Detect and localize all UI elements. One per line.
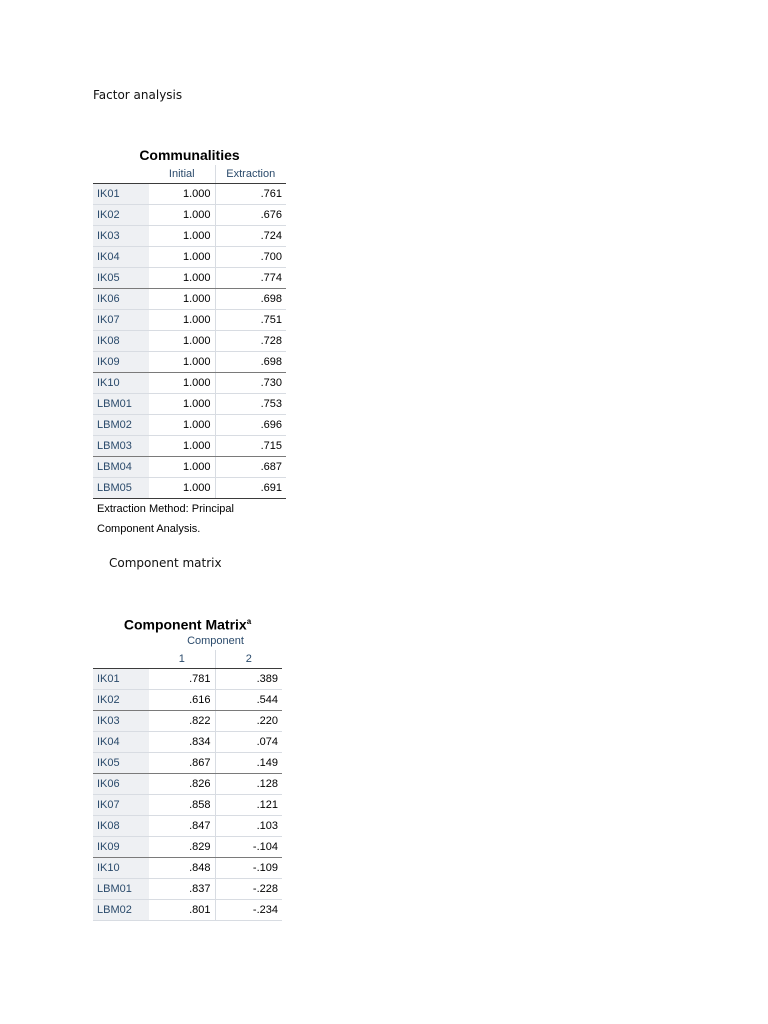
factor-analysis-heading: Factor analysis [93, 88, 183, 102]
row-label: IK02 [93, 205, 149, 226]
component-2-value: -.234 [215, 900, 282, 921]
extraction-value: .724 [215, 226, 286, 247]
component-matrix-table [93, 632, 282, 921]
row-label: IK07 [93, 310, 149, 331]
row-label: IK06 [93, 774, 149, 795]
extraction-value: .696 [215, 415, 286, 436]
component-1-value: .826 [149, 774, 215, 795]
component-2-value: -.109 [215, 858, 282, 879]
row-label: IK06 [93, 289, 149, 310]
table-row [93, 289, 286, 310]
component-1-value: .822 [149, 711, 215, 732]
row-label: LBM01 [93, 394, 149, 415]
row-label: IK01 [93, 669, 149, 690]
component-2-value: .389 [215, 669, 282, 690]
row-label: IK05 [93, 268, 149, 289]
extraction-value: .761 [215, 184, 286, 205]
component-1-value: .848 [149, 858, 215, 879]
row-label: LBM05 [93, 478, 149, 499]
row-label: IK08 [93, 331, 149, 352]
table-row [93, 669, 282, 690]
extraction-value: .730 [215, 373, 286, 394]
column-group-header-component: Component [187, 635, 244, 647]
communalities-table [93, 165, 286, 499]
component-matrix-corner [93, 632, 149, 650]
extraction-value: .698 [215, 352, 286, 373]
component-2-value: .220 [215, 711, 282, 732]
table-row [93, 436, 286, 457]
row-label: IK03 [93, 226, 149, 247]
extraction-value: .715 [215, 436, 286, 457]
table-row [93, 753, 282, 774]
table-row [93, 415, 286, 436]
row-label: IK02 [93, 690, 149, 711]
initial-value: 1.000 [149, 331, 215, 352]
extraction-value: .691 [215, 478, 286, 499]
table-row [93, 879, 282, 900]
initial-value: 1.000 [149, 184, 215, 205]
row-label: LBM01 [93, 879, 149, 900]
initial-value: 1.000 [149, 436, 215, 457]
extraction-value: .700 [215, 247, 286, 268]
column-header-component-1: 1 [149, 650, 215, 669]
table-row [93, 900, 282, 921]
component-1-value: .781 [149, 669, 215, 690]
initial-value: 1.000 [149, 310, 215, 331]
component-2-value: -.104 [215, 837, 282, 858]
component-1-value: .867 [149, 753, 215, 774]
column-header-initial: Initial [149, 165, 215, 184]
component-matrix-title-text: Component Matrix [123, 616, 247, 633]
extraction-value: .751 [215, 310, 286, 331]
table-row [93, 478, 286, 499]
row-label: LBM02 [93, 900, 149, 921]
initial-value: 1.000 [149, 478, 215, 499]
column-header-component-2: 2 [215, 650, 282, 669]
initial-value: 1.000 [149, 457, 215, 478]
component-2-value: .544 [215, 690, 282, 711]
component-2-value: .128 [215, 774, 282, 795]
table-row [93, 711, 282, 732]
component-1-value: .837 [149, 879, 215, 900]
table-row [93, 394, 286, 415]
component-2-value: -.228 [215, 879, 282, 900]
table-row [93, 373, 286, 394]
row-label: IK03 [93, 711, 149, 732]
row-label: LBM03 [93, 436, 149, 457]
initial-value: 1.000 [149, 352, 215, 373]
table-row [93, 816, 282, 837]
communalities-title: Communalities [139, 147, 240, 163]
table-row [93, 352, 286, 373]
table-row [93, 837, 282, 858]
table-row [93, 732, 282, 753]
component-matrix-heading: Component matrix [109, 556, 222, 570]
component-matrix-corner-lower [93, 650, 149, 669]
component-1-value: .801 [149, 900, 215, 921]
initial-value: 1.000 [149, 247, 215, 268]
table-row [93, 247, 286, 268]
communalities-corner [93, 165, 149, 184]
row-label: IK01 [93, 184, 149, 205]
component-2-value: .103 [215, 816, 282, 837]
table-row [93, 457, 286, 478]
initial-value: 1.000 [149, 415, 215, 436]
row-label: IK10 [93, 858, 149, 879]
component-matrix-title [93, 612, 282, 632]
component-2-value: .121 [215, 795, 282, 816]
row-label: LBM04 [93, 457, 149, 478]
row-label: IK09 [93, 837, 149, 858]
table-row [93, 774, 282, 795]
row-label: IK04 [93, 732, 149, 753]
extraction-value: .698 [215, 289, 286, 310]
row-label: IK10 [93, 373, 149, 394]
table-row [93, 268, 286, 289]
table-row [93, 310, 286, 331]
communalities-table-block [93, 145, 286, 539]
table-row [93, 205, 286, 226]
initial-value: 1.000 [149, 373, 215, 394]
column-header-extraction: Extraction [215, 165, 286, 184]
table-row [93, 795, 282, 816]
initial-value: 1.000 [149, 268, 215, 289]
row-label: IK05 [93, 753, 149, 774]
initial-value: 1.000 [149, 289, 215, 310]
row-label: IK07 [93, 795, 149, 816]
extraction-value: .753 [215, 394, 286, 415]
component-1-value: .858 [149, 795, 215, 816]
table-row [93, 226, 286, 247]
table-row [93, 184, 286, 205]
initial-value: 1.000 [149, 394, 215, 415]
component-1-value: .829 [149, 837, 215, 858]
component-matrix-table-block [93, 612, 282, 921]
table-row [93, 858, 282, 879]
row-label: IK08 [93, 816, 149, 837]
row-label: IK04 [93, 247, 149, 268]
table-row [93, 690, 282, 711]
communalities-footnote-line2: Component Analysis. [97, 523, 201, 535]
row-label: LBM02 [93, 415, 149, 436]
component-1-value: .834 [149, 732, 215, 753]
extraction-value: .676 [215, 205, 286, 226]
extraction-value: .728 [215, 331, 286, 352]
initial-value: 1.000 [149, 226, 215, 247]
component-1-value: .616 [149, 690, 215, 711]
component-2-value: .074 [215, 732, 282, 753]
initial-value: 1.000 [149, 205, 215, 226]
table-row [93, 331, 286, 352]
component-2-value: .149 [215, 753, 282, 774]
component-1-value: .847 [149, 816, 215, 837]
row-label: IK09 [93, 352, 149, 373]
component-matrix-title-footnote-marker: a [246, 617, 252, 626]
extraction-value: .774 [215, 268, 286, 289]
extraction-value: .687 [215, 457, 286, 478]
communalities-footnote-line1: Extraction Method: Principal [97, 503, 234, 515]
